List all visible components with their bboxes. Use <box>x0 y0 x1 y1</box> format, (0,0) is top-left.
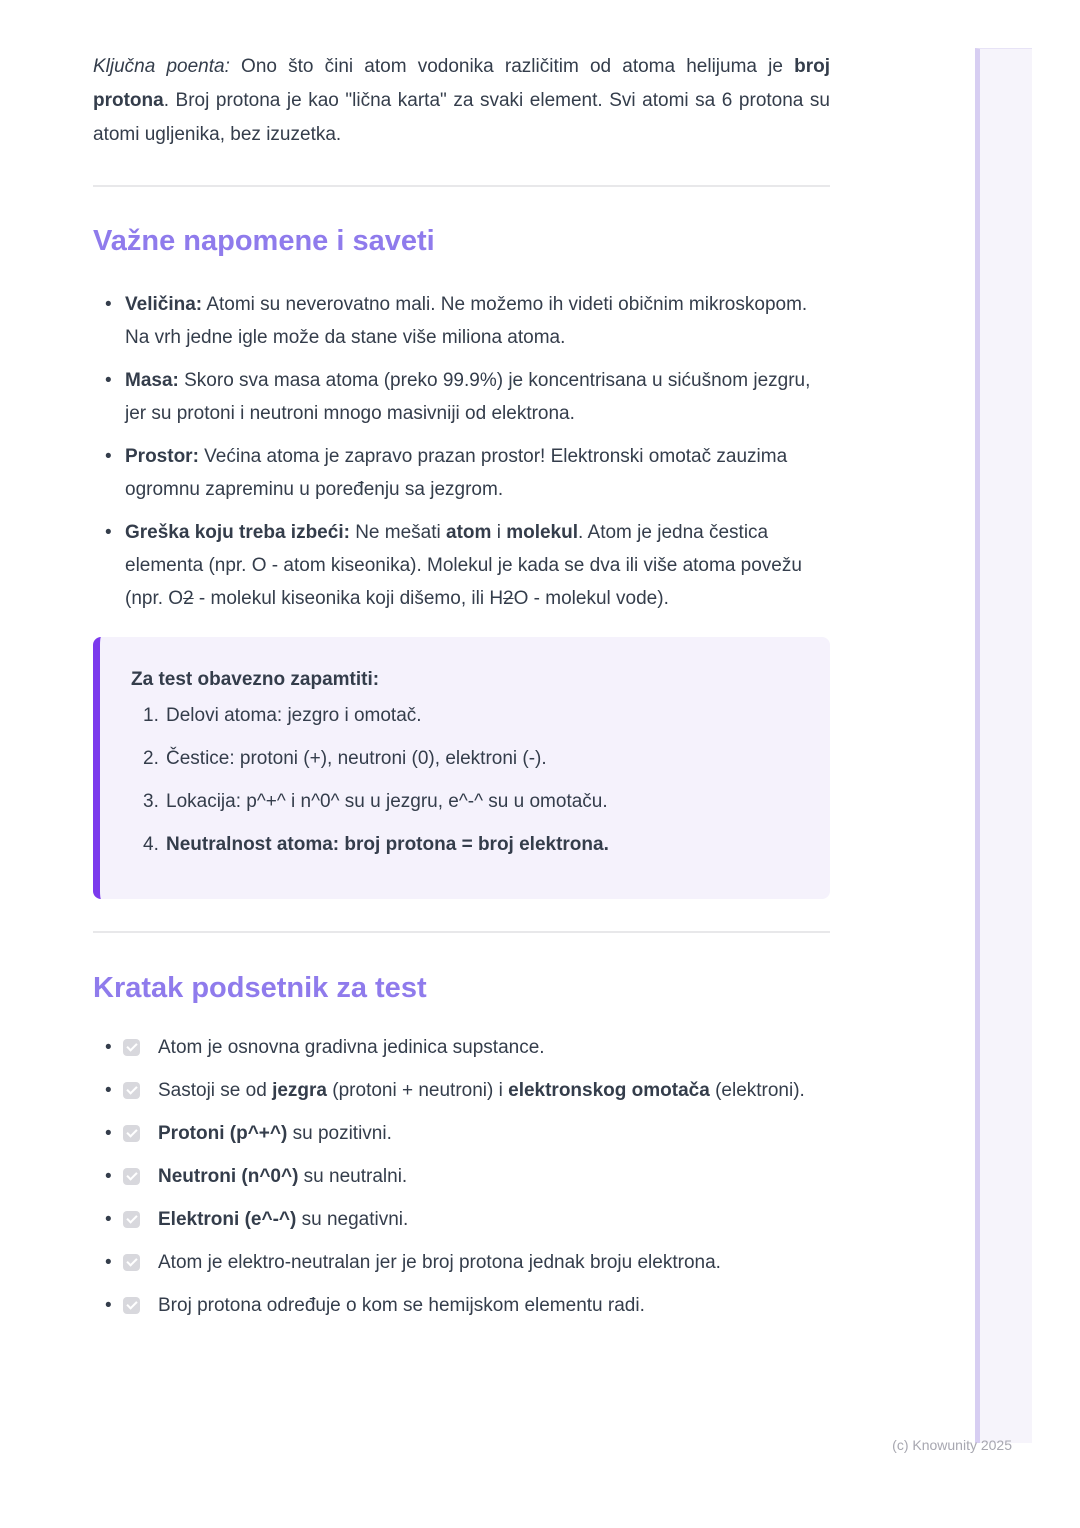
bullet-dot-icon <box>105 1117 123 1150</box>
callout-list <box>131 699 800 861</box>
footer-credit: (c) Knowunity 2025 <box>892 1437 1012 1453</box>
item-number: 1. <box>143 705 159 726</box>
section-divider <box>93 185 830 187</box>
bullet-dot-icon <box>105 440 125 473</box>
checkbox-checked-icon[interactable] <box>123 1297 140 1314</box>
bullet-dot-icon <box>105 364 125 397</box>
checklist-item-text: Broj protona određuje o kom se hemijskom elementu radi. <box>158 1295 645 1316</box>
list-item <box>93 288 830 354</box>
right-page-edge <box>975 48 1032 1443</box>
checklist-item <box>93 1160 830 1193</box>
bullet-dot-icon <box>105 1203 123 1236</box>
callout-item <box>143 742 800 775</box>
checklist-item-text: Elektroni (e^-^) su negativni. <box>158 1209 409 1230</box>
bullet-dot-icon <box>105 1246 123 1279</box>
checklist-item-text: Protoni (p^+^) su pozitivni. <box>158 1123 392 1144</box>
bullet-dot-icon <box>105 288 125 321</box>
callout-item-text: Delovi atoma: jezgro i omotač. <box>166 705 422 726</box>
bullet-dot-icon <box>105 1289 123 1322</box>
checkbox-checked-icon[interactable] <box>123 1039 140 1056</box>
callout-title: Za test obavezno zapamtiti: <box>131 669 380 690</box>
checkbox-checked-icon[interactable] <box>123 1125 140 1142</box>
callout-item <box>143 699 800 732</box>
checklist-item-text: Atom je osnovna gradivna jedinica supstance. <box>158 1037 545 1058</box>
napomene-list <box>93 288 830 615</box>
callout-item <box>143 785 800 818</box>
bullet-dot-icon <box>105 1160 123 1193</box>
list-item-text: Greška koju treba izbeći: Ne mešati atom i molekul. Atom je jedna čestica elementa (npr. O - atom kiseonika). Molekul je kada se dva ili više atoma povežu (npr. O2 - molekul kiseonika koji dišemo, ili H2O - molekul vode). <box>125 522 802 609</box>
list-item <box>93 516 830 615</box>
checklist-item <box>93 1289 830 1322</box>
callout-item-text: Čestice: protoni (+), neutroni (0), elektroni (-). <box>166 748 547 769</box>
checklist-item-text: Sastoji se od jezgra (protoni + neutroni) i elektronskog omotača (elektroni). <box>158 1080 805 1101</box>
list-item-text: Masa: Skoro sva masa atoma (preko 99.9%) je koncentrisana u sićušnom jezgru, jer su protoni i neutroni mnogo masivniji od elektrona. <box>125 370 811 424</box>
bullet-dot-icon <box>105 1074 123 1107</box>
checkbox-checked-icon[interactable] <box>123 1082 140 1099</box>
item-number: 2. <box>143 748 159 769</box>
note-page <box>93 50 830 1332</box>
checklist-item-text: Neutroni (n^0^) su neutralni. <box>158 1166 408 1187</box>
checklist-item <box>93 1246 830 1279</box>
intro-paragraph: Ključna poenta: Ono što čini atom vodonika različitim od atoma helijuma je broj protona. Broj protona je kao "lična karta" za svaki element. Svi atomi sa 6 protona su atomi ugljenika, bez izuzetka. <box>93 56 830 145</box>
checklist-item <box>93 1031 830 1064</box>
section-heading-podsetnik: Kratak podsetnik za test <box>93 972 427 1004</box>
callout-item-text: Lokacija: p^+^ i n^0^ su u jezgru, e^-^ su u omotaču. <box>166 791 608 812</box>
list-item <box>93 440 830 506</box>
callout-item <box>143 828 800 861</box>
section-divider <box>93 931 830 933</box>
bullet-dot-icon <box>105 516 125 549</box>
checklist-item-text: Atom je elektro-neutralan jer je broj protona jednak broju elektrona. <box>158 1252 721 1273</box>
test-callout <box>93 637 830 899</box>
item-number: 4. <box>143 834 159 855</box>
checklist-item <box>93 1074 830 1107</box>
bullet-dot-icon <box>105 1031 123 1064</box>
section-heading-napomene: Važne napomene i saveti <box>93 225 435 257</box>
callout-item-text: Neutralnost atoma: broj protona = broj elektrona. <box>166 834 609 855</box>
item-number: 3. <box>143 791 159 812</box>
list-item-text: Prostor: Većina atoma je zapravo prazan prostor! Elektronski omotač zauzima ogromnu zapreminu u poređenju sa jezgrom. <box>125 446 788 500</box>
checklist-item <box>93 1203 830 1236</box>
list-item <box>93 364 830 430</box>
checklist-item <box>93 1117 830 1150</box>
podsetnik-checklist <box>93 1031 830 1322</box>
list-item-text: Veličina: Atomi su neverovatno mali. Ne možemo ih videti običnim mikroskopom. Na vrh jedne igle može da stane više miliona atoma. <box>125 294 808 348</box>
checkbox-checked-icon[interactable] <box>123 1211 140 1228</box>
checkbox-checked-icon[interactable] <box>123 1254 140 1271</box>
checkbox-checked-icon[interactable] <box>123 1168 140 1185</box>
